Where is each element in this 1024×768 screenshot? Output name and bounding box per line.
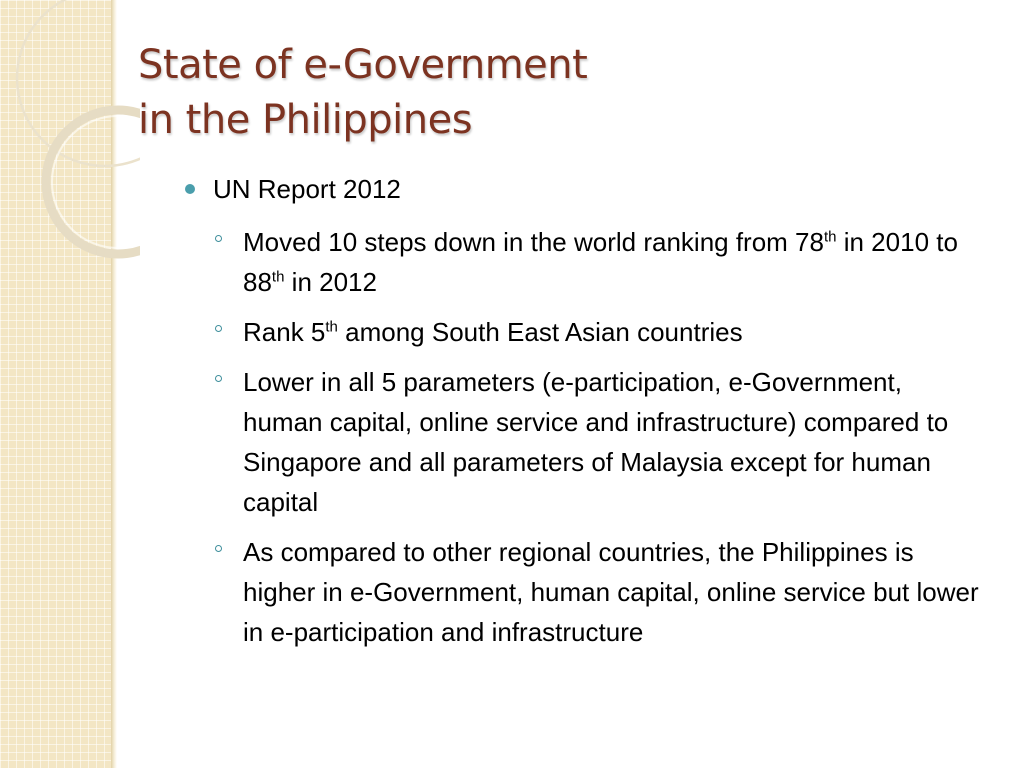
sub-bullet-ranking — [184, 222, 984, 302]
bullet-content — [184, 172, 984, 662]
hollow-circle-bullet-icon — [215, 325, 222, 332]
sub-bullet-ranking-text-1: Moved 10 steps down in the world ranking from 78 — [243, 227, 824, 257]
title-line-1: State of e-Government — [138, 42, 588, 88]
sub-bullet-rank-sea-text-2: among South East Asian countries — [337, 317, 743, 347]
bullet-un-report — [184, 172, 984, 206]
decorative-ring-thick — [46, 110, 140, 254]
sub-bullet-rank-sea-text-1: Rank 5 — [243, 317, 326, 347]
bullet-un-report-text: UN Report 2012 — [213, 174, 401, 204]
title-line-2: in the Philippines — [138, 97, 473, 143]
superscript-th: th — [823, 228, 837, 246]
hollow-circle-bullet-icon — [215, 375, 222, 382]
superscript-th: th — [271, 268, 285, 286]
superscript-th: th — [325, 318, 338, 336]
sub-bullet-regional — [184, 532, 984, 652]
sub-bullet-ranking-text-3: in 2012 — [284, 267, 377, 297]
filled-circle-bullet-icon — [185, 184, 195, 194]
hollow-circle-bullet-icon — [215, 235, 222, 242]
decorative-rings — [0, 0, 140, 260]
page-title — [138, 38, 587, 148]
hollow-circle-bullet-icon — [215, 545, 222, 552]
decorative-ring-large — [17, 0, 140, 166]
sub-bullet-ranking-text-2: in 2010 to 88 — [243, 227, 958, 297]
sub-bullet-parameters-text: Lower in all 5 parameters (e-participation, e-Government, human capital, online service and infrastructure) compared to Singapore and all parameters of Malaysia except for human capital — [243, 367, 949, 517]
sub-bullet-regional-text: As compared to other regional countries, the Philippines is higher in e-Government, human capital, online service but lower in e-participation and infrastructure — [243, 537, 979, 647]
sub-bullet-rank-sea — [184, 312, 984, 352]
sub-bullet-parameters — [184, 362, 984, 522]
